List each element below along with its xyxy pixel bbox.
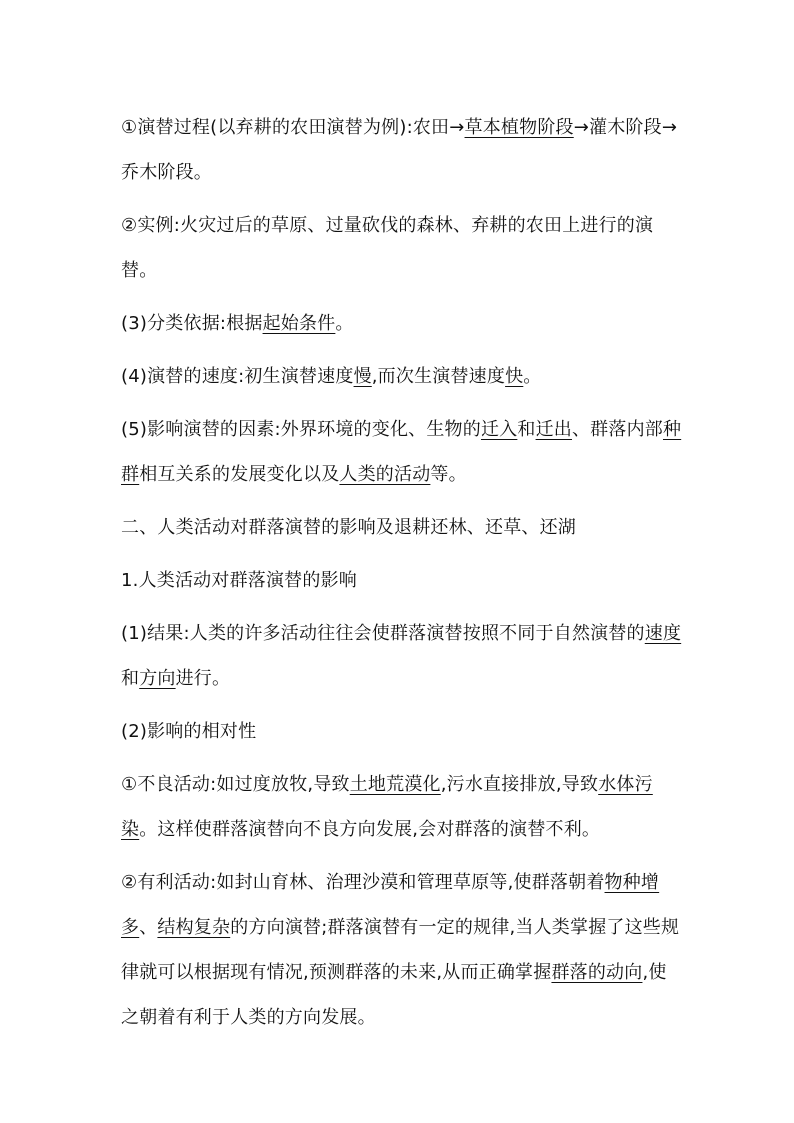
text-segment: (5)影响演替的因素:外界环境的变化、生物的 [121,419,481,440]
underlined-term: 方向 [139,668,176,689]
underlined-term: 慢 [353,366,372,387]
text-segment: 和 [121,668,140,689]
paragraph [121,762,684,852]
underlined-term: 速度 [644,623,682,644]
paragraph [121,709,684,754]
underlined-term: 草本植物阶段 [464,117,574,138]
text-segment: ,使之朝着有利于人类的方向发展。 [121,962,667,1028]
underlined-term: 物种增多 [121,872,660,938]
text-segment: ①演替过程(以弃耕的农田演替为例):农田→ [121,117,465,138]
paragraph [121,407,684,497]
text-segment: ②有利活动:如封山育林、治理沙漠和管理草原等,使群落朝着 [121,872,605,893]
text-segment: 、 [139,917,158,938]
paragraph [121,505,684,550]
paragraph [121,203,684,293]
underlined-term: 快 [505,366,524,387]
text-segment: (3)分类依据:根据 [121,313,263,334]
underlined-term: 水体污染 [121,774,653,840]
text-segment: 。这样使群落演替向不良方向发展,会对群落的演替不利。 [139,819,601,840]
underlined-term: 结构复杂 [157,917,231,938]
text-segment: 等。 [430,464,467,485]
paragraph [121,558,684,603]
underlined-term: 起始条件 [262,313,336,334]
text-segment: 1.人类活动对群落演替的影响 [121,570,357,591]
paragraph [121,860,684,1040]
text-segment: 和 [517,419,536,440]
text-segment: 、群落内部 [571,419,663,440]
text-segment: ①不良活动:如过度放牧,导致 [121,774,350,795]
underlined-term: 迁入 [480,419,518,440]
text-segment: 进行。 [175,668,231,689]
underlined-term: 迁出 [535,419,572,440]
text-segment: 。 [523,366,542,387]
text-segment: 的方向演替;群落演替有一定的规律,当人类掌握了这些规律就可以根据现有情况,预测群落的未来,从而正确掌握 [121,917,680,983]
paragraph [121,105,684,195]
text-segment: (1)结果:人类的许多活动往往会使群落演替按照不同于自然演替的 [121,623,645,644]
text-segment: →灌木阶段→乔木阶段。 [121,117,678,183]
text-segment: (4)演替的速度:初生演替速度 [121,366,354,387]
underlined-term: 种群 [121,419,682,485]
underlined-term: 人类的活动 [339,464,431,485]
text-segment: ,污水直接排放,导致 [440,774,599,795]
underlined-term: 土地荒漠化 [349,774,441,795]
text-segment: 。 [335,313,354,334]
text-segment: ,而次生演替速度 [371,366,506,387]
text-segment: (2)影响的相对性 [121,721,257,742]
text-segment: ②实例:火灾过后的草原、过量砍伐的森林、弃耕的农田上进行的演替。 [121,215,654,281]
paragraph [121,354,684,399]
text-segment: 二、人类活动对群落演替的影响及退耕还林、还草、还湖 [121,517,576,538]
paragraph [121,301,684,346]
paragraph [121,611,684,701]
text-segment: 相互关系的发展变化以及 [139,464,340,485]
underlined-term: 群落的动向 [551,962,643,983]
